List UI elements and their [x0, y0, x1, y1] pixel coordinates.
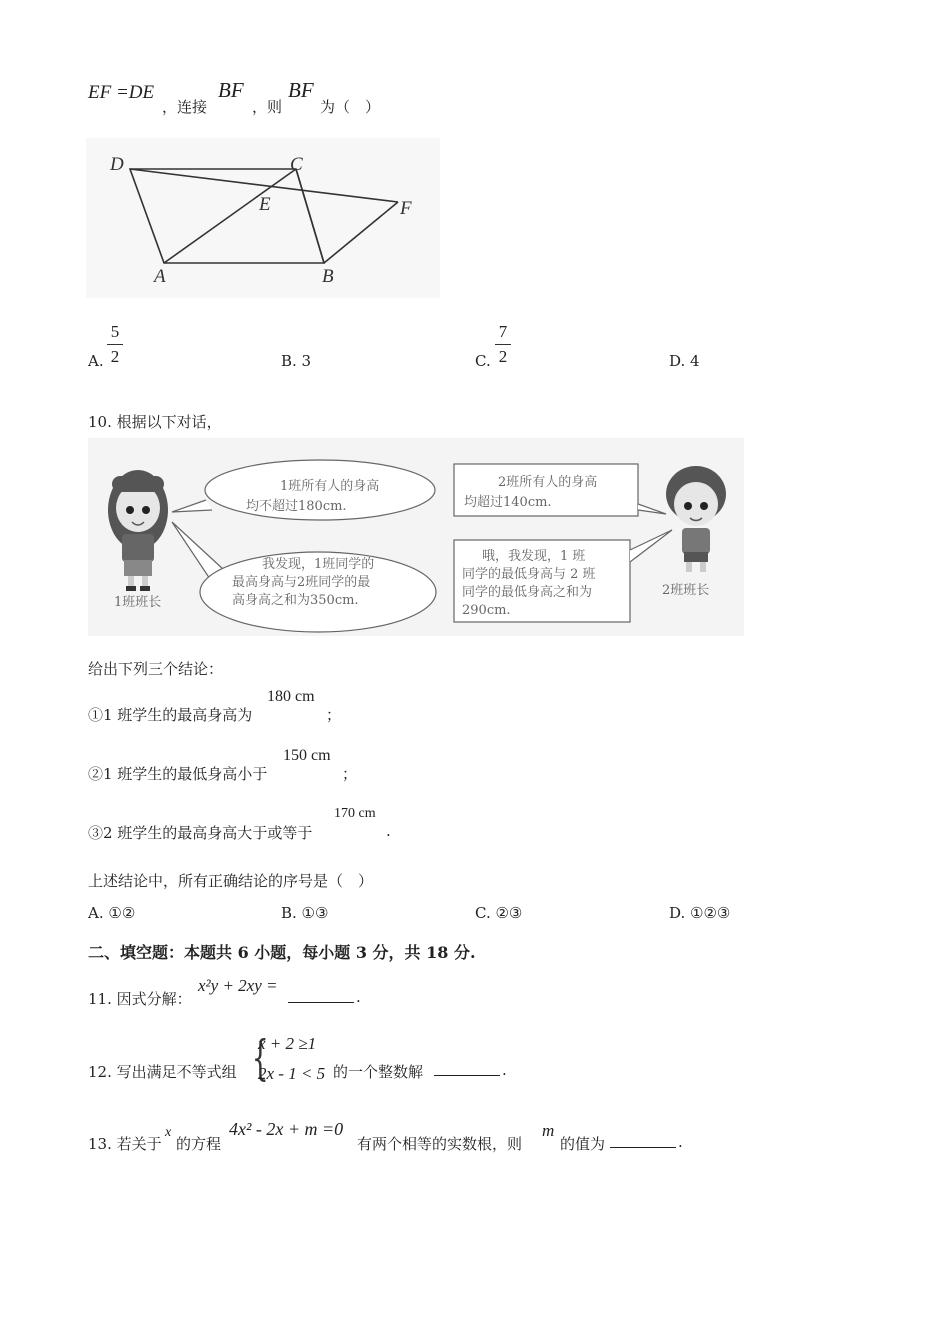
label-b: B	[322, 266, 334, 287]
q10-option-b: B. ①③	[281, 904, 329, 922]
q13-tail: 的值为	[560, 1135, 606, 1153]
q9-text-connect: ，连接	[162, 98, 208, 116]
q9-text-is: 为（ ）	[320, 98, 381, 116]
q11-answer-blank[interactable]	[288, 988, 354, 1007]
q13-equation: 4x² - 2x + m =0	[229, 1119, 344, 1139]
denominator: 2	[498, 347, 508, 366]
label-a: A	[154, 266, 166, 287]
q9-math-bf-2: BF	[288, 78, 314, 102]
box2-line1: 哦，我发现，1 班	[482, 549, 586, 564]
bubble1-line2: 均不超过180cm.	[246, 499, 347, 514]
box2-line2: 同学的最低身高与 2 班	[462, 567, 596, 582]
q10-conclusion-3-value: 170 cm	[334, 806, 376, 821]
label-d: D	[110, 154, 124, 175]
q11-end: .	[356, 988, 361, 1006]
box2-line4: 290cm.	[462, 603, 511, 618]
q12-label: 12. 写出满足不等式组	[88, 1063, 237, 1081]
label-c: C	[290, 154, 303, 175]
q9-equation-ef-de: EF =DE	[88, 82, 155, 103]
bubble1-line1: 1班所有人的身高	[280, 479, 380, 494]
numerator: 5	[110, 322, 120, 341]
q12-end: .	[502, 1061, 507, 1079]
q10-conclusion-1-value: 180 cm	[267, 688, 315, 705]
q10-option-d: D. ①②③	[669, 904, 731, 922]
q13-label: 13. 若关于	[88, 1135, 162, 1153]
q13-mid2: 有两个相等的实数根，则	[357, 1135, 523, 1153]
box1-line1: 2班所有人的身高	[498, 475, 598, 490]
q10-conclusion-3: ③2 班学生的最高身高大于或等于	[88, 824, 313, 842]
boy-label: 2班班长	[662, 583, 710, 598]
q12-tail: 的一个整数解	[333, 1063, 424, 1081]
q13-answer-blank[interactable]	[610, 1133, 676, 1152]
q10-conclusion-1: ①1 班学生的最高身高为	[88, 706, 253, 724]
q12-inequality-2: 2x - 1 < 5	[258, 1064, 326, 1083]
bubble2-line1: 我发现，1班同学的	[262, 557, 375, 572]
q9-option-b: B. 3	[281, 352, 312, 370]
q12-brace: {	[251, 1030, 269, 1086]
q13-mid1: 的方程	[176, 1135, 222, 1153]
q10-conclusion-2-end: ；	[342, 765, 358, 783]
q10-conclusion-2-value: 150 cm	[283, 747, 331, 764]
numerator: 7	[498, 322, 508, 341]
denominator: 2	[110, 347, 120, 366]
bubble2-line3: 高身高之和为350cm.	[232, 593, 359, 608]
q9-text-then: ，则	[252, 98, 283, 116]
q9-parallelogram-figure	[86, 138, 440, 298]
label-f: F	[400, 198, 412, 219]
bubble2-line2: 最高身高与2班同学的最	[232, 575, 371, 590]
q10-conclusion-2: ②1 班学生的最低身高小于	[88, 765, 268, 783]
q9-option-c-label: C.	[475, 352, 491, 370]
q11-expression: x²y + 2xy =	[198, 976, 278, 995]
q10-question: 上述结论中，所有正确结论的序号是（ ）	[88, 872, 374, 890]
q9-option-a-label: A.	[88, 352, 104, 370]
q9-math-bf: BF	[218, 78, 244, 102]
q10-conclusion-3-end: .	[386, 822, 391, 840]
q13-end: .	[678, 1133, 683, 1151]
box2-line3: 同学的最低身高之和为	[462, 585, 593, 600]
q10-option-a: A. ①②	[88, 904, 136, 922]
q9-option-c-fraction	[495, 322, 511, 367]
q10-intro: 给出下列三个结论：	[88, 660, 224, 678]
box1-line2: 均超过140cm.	[464, 495, 552, 510]
q12-answer-blank[interactable]	[434, 1061, 500, 1080]
q13-var-x: x	[165, 1125, 172, 1140]
q10-conclusion-1-end: ；	[326, 706, 342, 724]
q11-label: 11. 因式分解：	[88, 990, 192, 1008]
q9-option-a-fraction	[107, 322, 123, 367]
q10-option-c: C. ②③	[475, 904, 523, 922]
q10-dialogue-illustration	[88, 438, 744, 636]
q13-var-m: m	[542, 1121, 555, 1140]
label-e: E	[259, 194, 271, 215]
q10-stem: 10. 根据以下对话，	[88, 413, 222, 431]
q12-inequality-1: x + 2 ≥1	[258, 1034, 317, 1053]
q9-option-d: D. 4	[669, 352, 700, 370]
girl-label: 1班班长	[114, 595, 162, 610]
section-2-heading: 二、填空题：本题共 6 小题，每小题 3 分，共 18 分.	[88, 943, 476, 962]
